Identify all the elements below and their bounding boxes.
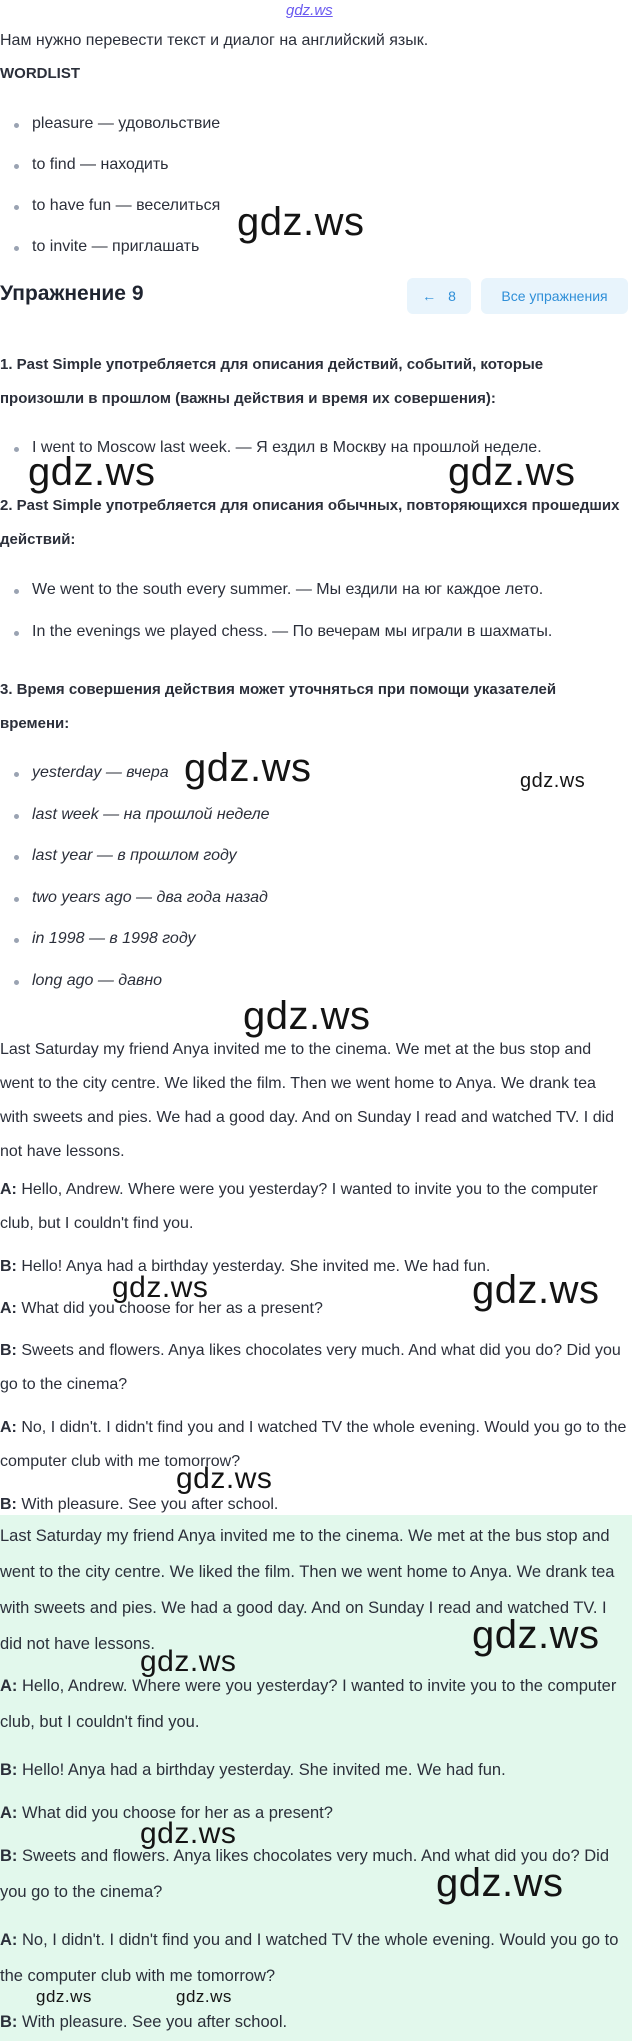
bullet [14, 631, 19, 636]
dialog-text: Hello, Andrew. Where were you yesterday? I wanted to invite you to the computer club, but I couldn't find you. [0, 1677, 617, 1731]
watermark: gdz.ws [436, 1861, 564, 1905]
dialog-text: Sweets and flowers. Anya likes chocolates very much. And what did you do? Did you go to the cinema? [0, 1847, 609, 1901]
speaker-label: A: [0, 1181, 17, 1198]
watermark: gdz.ws [176, 1462, 273, 1495]
speaker-label: B: [0, 1761, 18, 1779]
dialog-text: Sweets and flowers. Anya likes chocolates very much. And what did you do? Did you go to the cinema? [0, 1342, 621, 1393]
speaker-label: B: [0, 2013, 18, 2031]
watermark: gdz.ws [140, 1645, 237, 1678]
time-marker-item: long ago — давно [32, 972, 163, 989]
story-text: Last Saturday my friend Anya invited me to the cinema. We met at the bus stop and went to the city centre. We liked the film. Then we went home to Anya. We drank tea with sweets and pies. We had a good day. And on Sunday I read and watched TV. I did not have lessons. [0, 1041, 615, 1160]
prev-exercise-button[interactable] [407, 278, 471, 314]
dialog-line [0, 1334, 628, 1402]
bullet [14, 447, 19, 452]
watermark: gdz.ws [28, 450, 156, 494]
answer-dialog-line [0, 1795, 628, 1831]
speaker-label: A: [0, 1931, 18, 1949]
wordlist-title: WORDLIST [0, 65, 80, 82]
dialog-text: What did you choose for her as a present? [21, 1300, 323, 1317]
watermark: gdz.ws [237, 200, 365, 244]
bullet [14, 246, 19, 251]
dialog-text: Hello, Andrew. Where were you yesterday? I wanted to invite you to the computer club, but I couldn't find you. [0, 1181, 598, 1232]
watermark: gdz.ws [243, 994, 371, 1038]
all-exercises-button[interactable]: Все упражнения [481, 278, 628, 314]
watermark: gdz.ws [176, 1987, 232, 2006]
bullet [14, 164, 19, 169]
rule-2-example: In the evenings we played chess. — По вечерам мы играли в шахматы. [32, 623, 553, 640]
watermark: gdz.ws [448, 450, 576, 494]
speaker-label: A: [0, 1419, 17, 1436]
watermark: gdz.ws [140, 1817, 237, 1850]
dialog-text: What did you choose for her as a present? [22, 1804, 333, 1822]
dialog-line [0, 1411, 628, 1479]
bullet [14, 123, 19, 128]
bullet [14, 855, 19, 860]
dialog-text: With pleasure. See you after school. [21, 1496, 279, 1513]
wordlist-item: to invite — приглашать [32, 238, 200, 255]
dialog-text: With pleasure. See you after school. [22, 2013, 288, 2031]
answer-dialog-line [0, 1752, 628, 1788]
wordlist-item: to find — находить [32, 156, 169, 173]
watermark: gdz.ws [472, 1613, 600, 1657]
dialog-text: No, I didn't. I didn't find you and I watched TV the whole evening. Would you go to the computer club with me tomorrow? [0, 1931, 619, 1985]
rule-3-title: 3. Время совершения действия может уточняться при помощи указателей времени: [0, 681, 557, 732]
watermark: gdz.ws [472, 1268, 600, 1312]
dialog-text: Hello! Anya had a birthday yesterday. She invited me. We had fun. [22, 1761, 506, 1779]
answer-dialog-line [0, 2004, 628, 2040]
bullet [14, 980, 19, 985]
speaker-label: A: [0, 1804, 18, 1822]
bullet [14, 205, 19, 210]
speaker-label: A: [0, 1300, 17, 1317]
prev-exercise-label: 8 [448, 288, 456, 304]
time-marker-item: two years ago — два года назад [32, 889, 268, 906]
time-marker-item: in 1998 — в 1998 году [32, 930, 196, 947]
bullet [14, 897, 19, 902]
watermark: gdz.ws [112, 1271, 209, 1304]
speaker-label: B: [0, 1496, 17, 1513]
site-logo[interactable]: gdz.ws [286, 2, 333, 19]
watermark: gdz.ws [184, 746, 312, 790]
speaker-label: B: [0, 1847, 18, 1865]
speaker-label: A: [0, 1677, 18, 1695]
answer-dialog-line [0, 1668, 628, 1740]
bullet [14, 589, 19, 594]
bullet [14, 938, 19, 943]
wordlist-item: to have fun — веселиться [32, 197, 221, 214]
rule-1-title: 1. Past Simple употребляется для описания действий, событий, которые произошли в прошлом (важны действия и время их совершения): [0, 356, 544, 407]
speaker-label: B: [0, 1258, 17, 1275]
time-marker-item: last week — на прошлой неделе [32, 806, 270, 823]
bullet [14, 772, 19, 777]
arrow-left-icon: ← [422, 288, 437, 304]
exercise-title: Упражнение 9 [0, 282, 144, 305]
answer-story-text: Last Saturday my friend Anya invited me to the cinema. We met at the bus stop and went to the city centre. We liked the film. Then we went home to Anya. We drank tea with sweets and pies. We had a good day. And on Sunday I read and watched TV. I did not have lessons. [0, 1527, 615, 1653]
intro-text: Нам нужно перевести текст и диалог на английский язык. [0, 32, 429, 49]
wordlist-item: pleasure — удовольствие [32, 115, 221, 132]
dialog-line [0, 1173, 628, 1241]
time-marker-item: last year — в прошлом году [32, 847, 237, 864]
watermark: gdz.ws [36, 1987, 92, 2006]
rule-1-example: I went to Moscow last week. — Я ездил в Москву на прошлой неделе. [32, 439, 542, 456]
speaker-label: B: [0, 1342, 17, 1359]
dialog-text: No, I didn't. I didn't find you and I watched TV the whole evening. Would you go to the computer club with me tomorrow? [0, 1419, 627, 1470]
bullet [14, 814, 19, 819]
watermark: gdz.ws [520, 770, 586, 792]
rule-2-title: 2. Past Simple употребляется для описания обычных, повторяющихся прошедших действий: [0, 497, 620, 548]
rule-2-example: We went to the south every summer. — Мы ездили на юг каждое лето. [32, 581, 544, 598]
answer-dialog-line [0, 1922, 628, 1994]
dialog-text: Hello! Anya had a birthday yesterday. She invited me. We had fun. [21, 1258, 491, 1275]
time-marker-item: yesterday — вчера [32, 764, 169, 781]
